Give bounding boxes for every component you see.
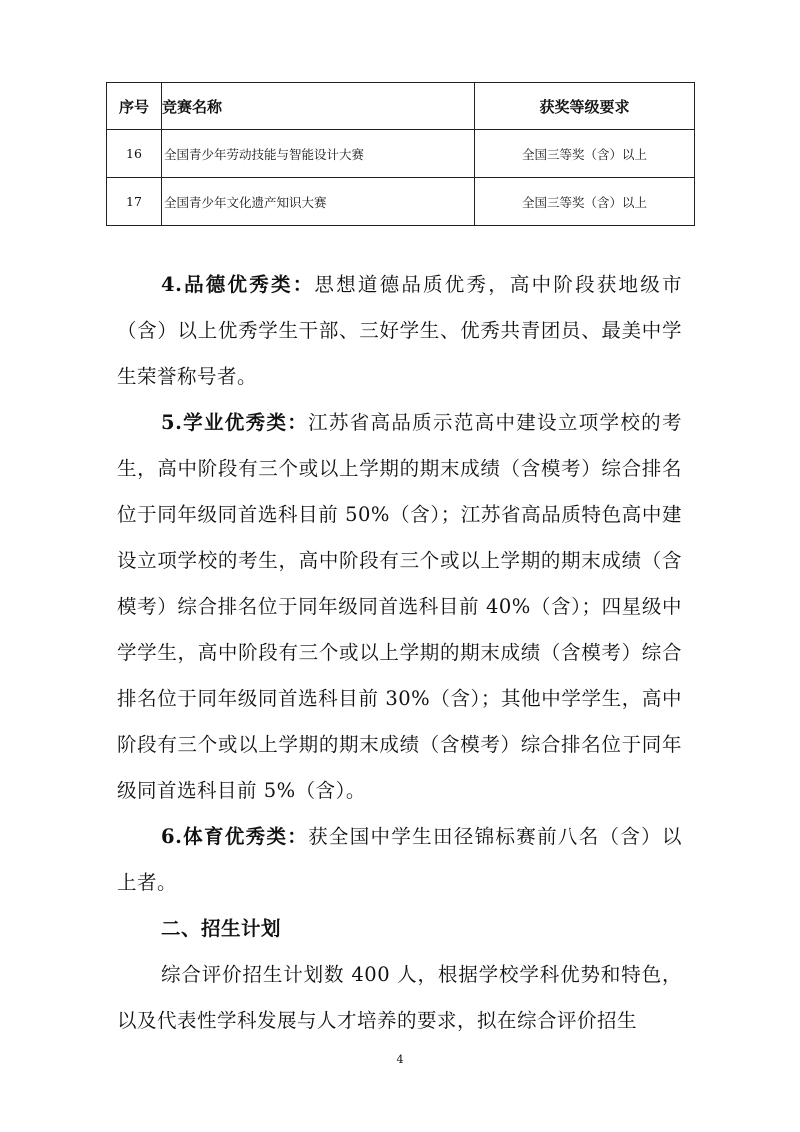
header-award-level: 获奖等级要求 [475,83,695,130]
table-row [107,130,695,178]
awards-table [106,82,695,226]
header-competition-name: 竞赛名称 [162,83,475,130]
section-heading: 二、招生计划 [161,917,282,940]
academic-lead: 5.学业优秀类： [161,411,309,434]
row-award-level: 全国三等奖（含）以上 [475,130,695,178]
row-number: 16 [107,130,162,178]
academic-paragraph [117,400,682,814]
plan-paragraph: 综合评价招生计划数 400 人，根据学校学科优势和特色，以及代表性学科发展与人才培养的要求，拟在综合评价招生 [117,963,682,1032]
header-number: 序号 [107,83,162,130]
row-competition-name: 全国青少年劳动技能与智能设计大赛 [162,130,475,178]
table-header-row [107,83,695,130]
moral-text: 思想道德品质优秀，高中阶段获地级市（含）以上优秀学生干部、三好学生、优秀共青团员、最美中学生荣誉称号者。 [117,273,682,388]
moral-lead: 4.品德优秀类： [161,273,315,296]
moral-paragraph [117,262,682,400]
page-number: 4 [396,1053,404,1066]
academic-text: 江苏省高品质示范高中建设立项学校的考生，高中阶段有三个或以上学期的期末成绩（含模考）综合排名位于同年级同首选科目前 50%（含）；江苏省高品质特色高中建设立项学校的考生，高中阶段有三个或以上学期的期末成绩（含模考）综合排名位于同年级同首选科目前 40%（含）；四星级中学学生，高中阶段有三个或以上学期的期末成绩（含模考）综合排名位于同年级同首选科目前 30%（含）；其他中学学生，高中阶段有三个或以上学期的期末成绩（含模考）综合排名位于同年级同首选科目前 5%（含）。 [117,411,682,802]
row-award-level: 全国三等奖（含）以上 [475,178,695,226]
sports-lead: 6.体育优秀类： [161,825,309,848]
sports-text: 获全国中学生田径锦标赛前八名（含）以上者。 [117,825,682,894]
table-row [107,178,695,226]
row-number: 17 [107,178,162,226]
document-body [117,262,682,1044]
sports-paragraph [117,814,682,906]
row-competition-name: 全国青少年文化遗产知识大赛 [162,178,475,226]
